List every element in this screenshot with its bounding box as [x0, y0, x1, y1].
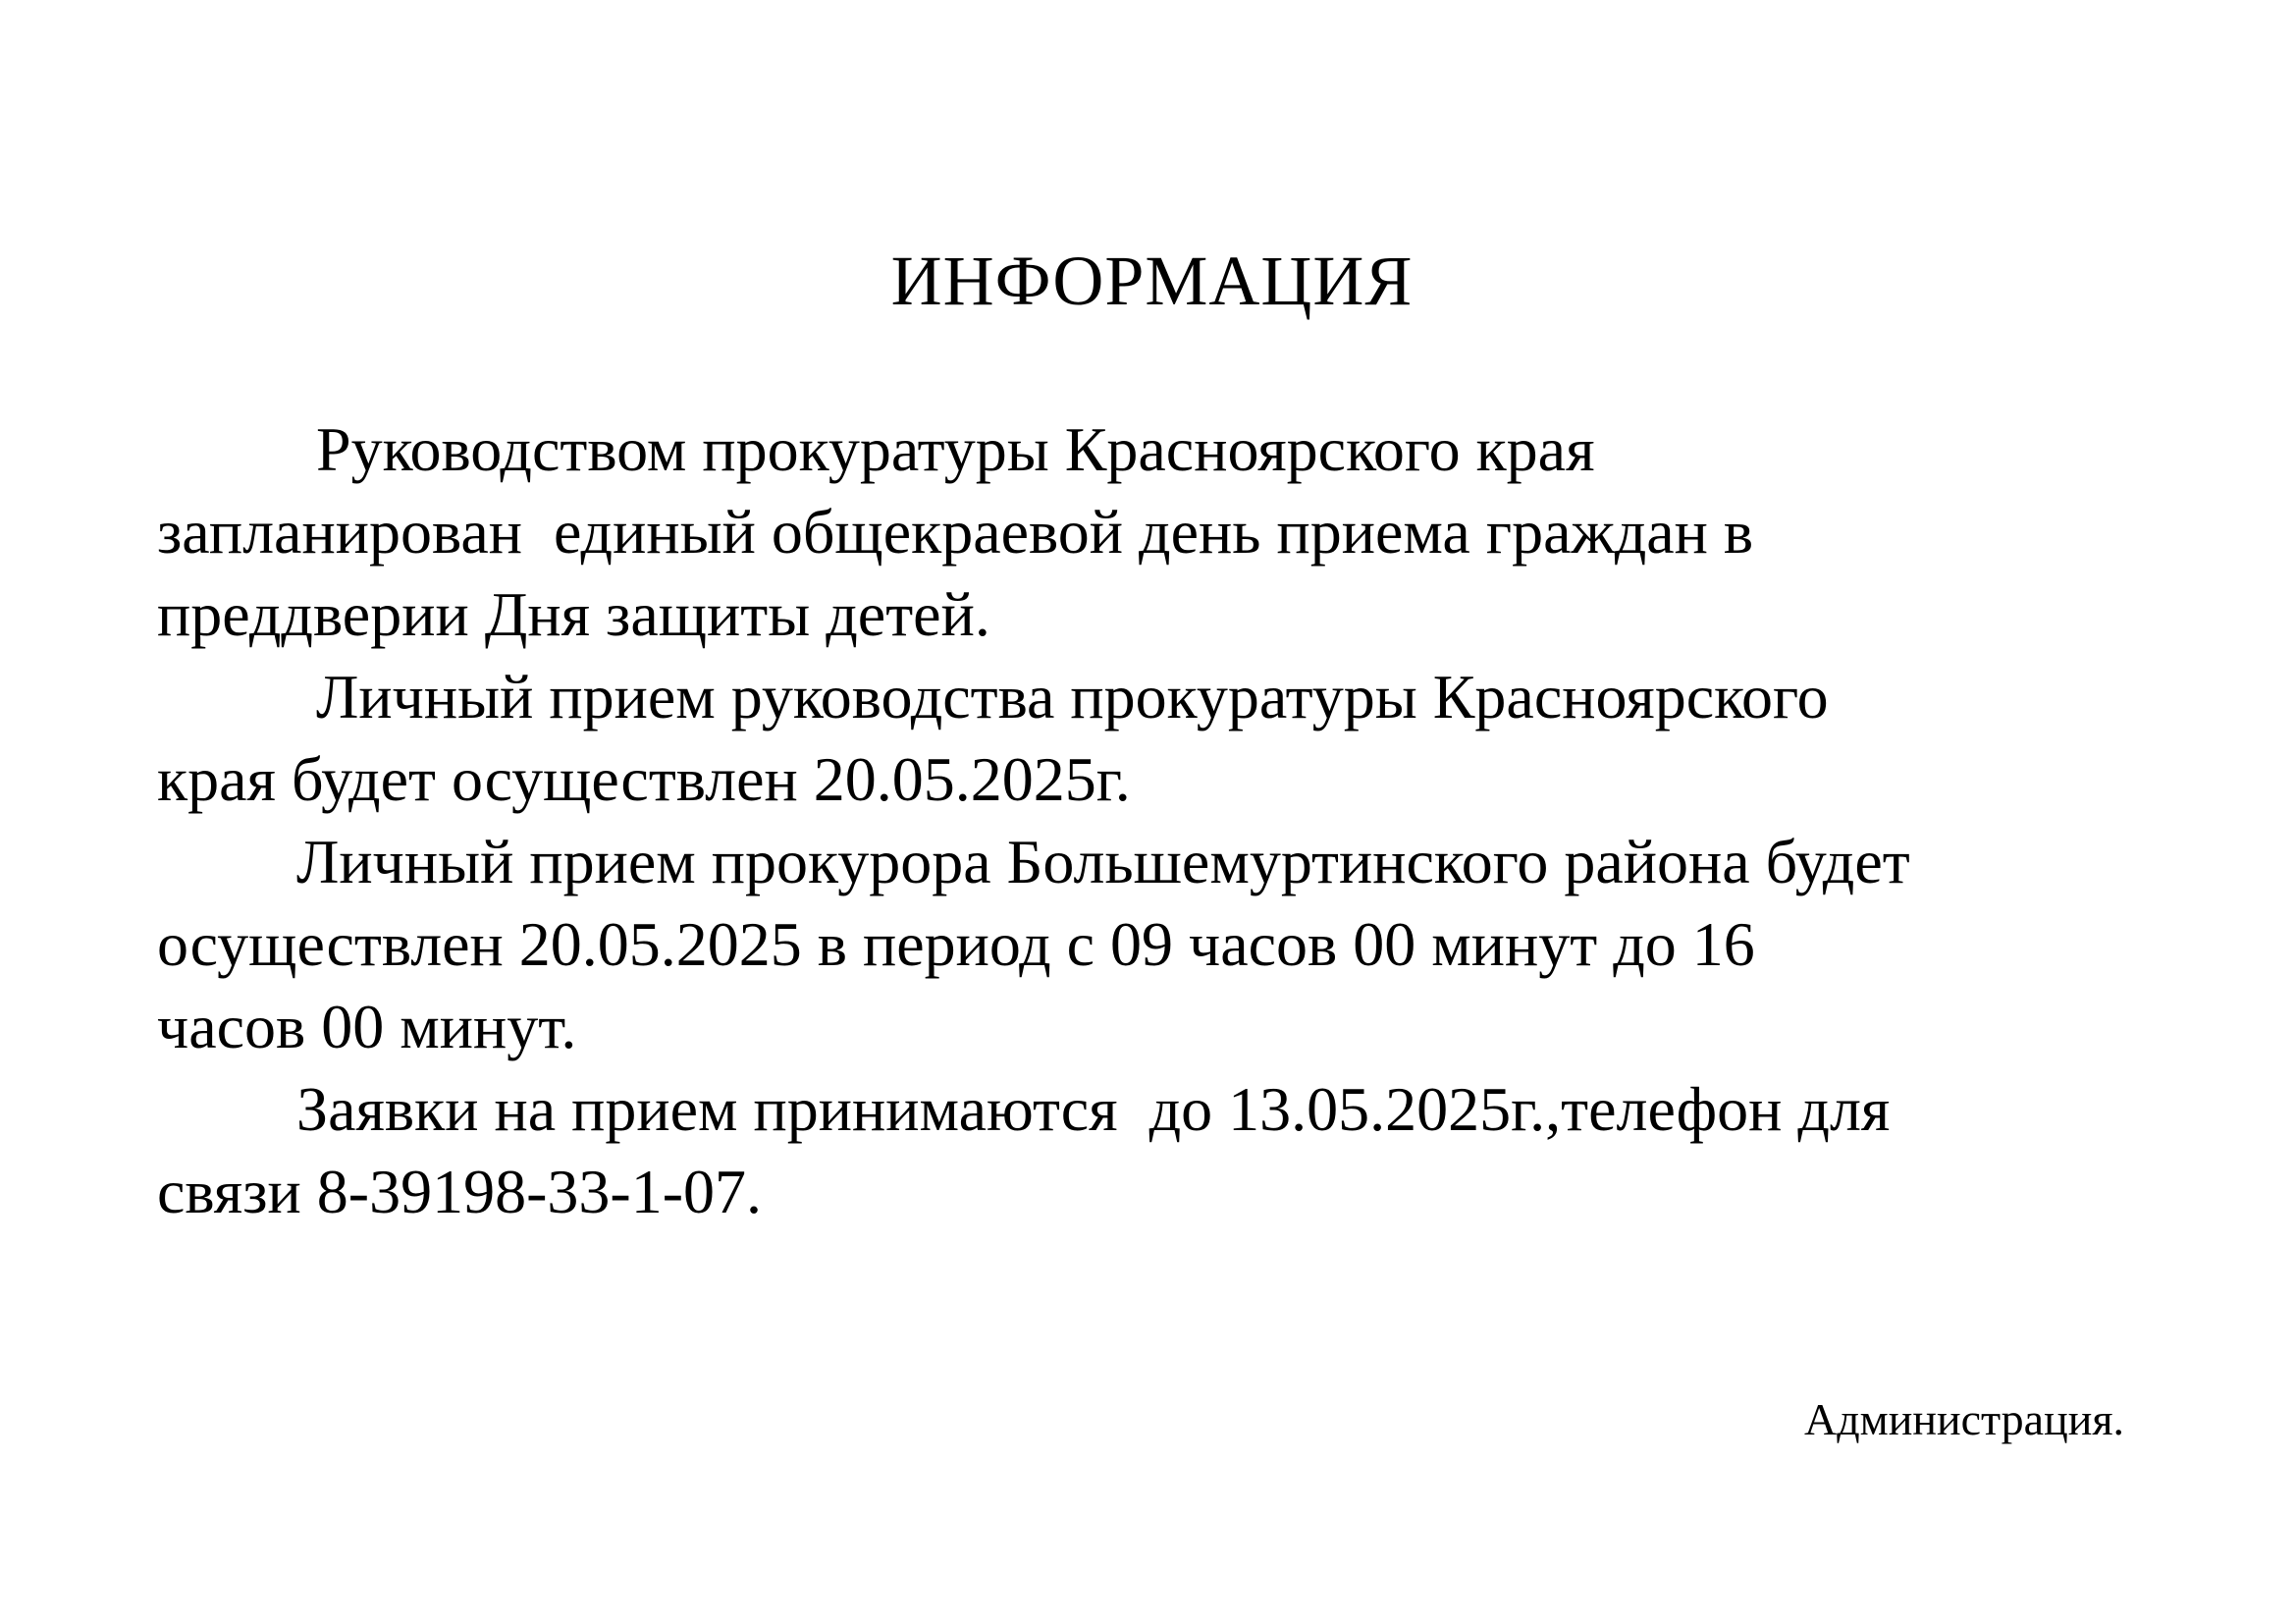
paragraph-2-line-1: Личный прием руководства прокуратуры Красноярского — [316, 662, 1829, 731]
paragraph-3-line-2: осуществлен 20.05.2025 в период с 09 часов 00 минут до 16 — [157, 909, 1755, 979]
paragraph-1-line-3: преддверии Дня защиты детей. — [157, 579, 990, 649]
paragraph-4-line-2: связи 8-39198-33-1-07. — [157, 1157, 762, 1226]
paragraph-3-line-1: Личный прием прокурора Большемуртинского района будет — [296, 827, 1910, 896]
paragraph-3-line-3: часов 00 минут. — [157, 992, 577, 1061]
paragraph-4-line-1: Заявки на прием принимаются до 13.05.2025г.,телефон для — [296, 1074, 1891, 1144]
paragraph-2-line-2: края будет осуществлен 20.05.2025г. — [157, 744, 1131, 814]
paragraph-1-line-1: Руководством прокуратуры Красноярского края — [316, 414, 1595, 484]
paragraph-1-line-2: запланирован единый общекраевой день приема граждан в — [157, 497, 1754, 567]
document-title: ИНФОРМАЦИЯ — [890, 242, 1414, 320]
signature: Администрация. — [1804, 1394, 2124, 1444]
